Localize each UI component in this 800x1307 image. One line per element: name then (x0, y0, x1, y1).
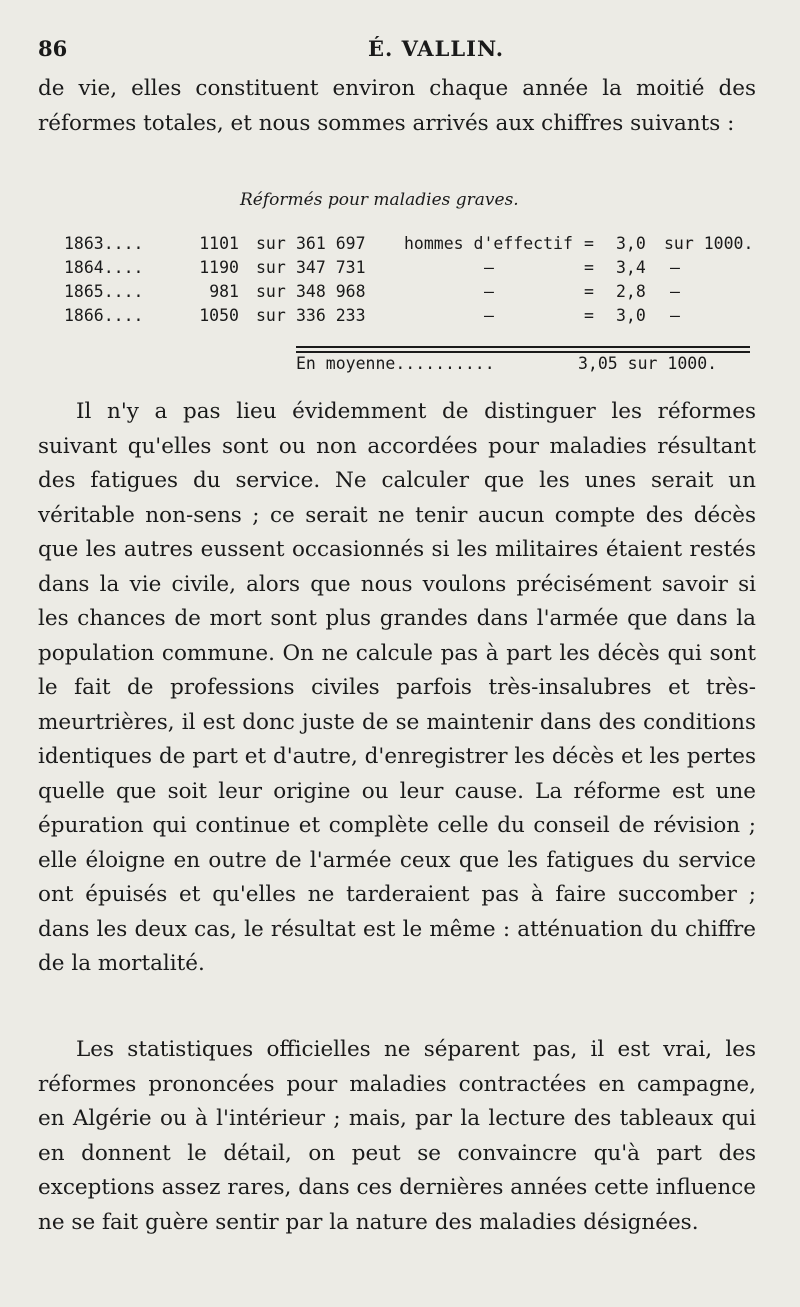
statistics-table (64, 234, 754, 330)
page-number: 86 (38, 36, 68, 61)
per-cell: — (670, 282, 680, 301)
paragraph-reformes: Il n'y a pas lieu évidemment de distinguer les réformes suivant qu'elles sont ou non accordées pour maladies résultant des fatigues du service. Ne calculer que les unes serait un véritable non-sens ; ce serait ne tenir aucun compte des décès que les autres eussent occasionnés si les militaires étaient restés dans la vie civile, alors que nous voulons précisément savoir si les chances de mort sont plus grandes dans l'armée que dans la population commune. On ne calcule pas à part les décès qui sont le fait de professions civiles parfois très-insalubres et très-meurtrières, il est donc juste de se maintenir dans des conditions identiques de part et d'autre, d'enregistrer les décès et les pertes quelle que soit leur origine ou leur cause. La réforme est une épuration qui continue et complète celle du conseil de révision ; elle éloigne en outre de l'armée ceux que les fatigues du service ont épuisés et qu'elles ne tarderaient pas à faire succomber ; dans les deux cas, le résultat est le même : atténuation du chiffre de la mortalité. (38, 399, 756, 976)
table-row (64, 258, 754, 282)
table-row (64, 306, 754, 330)
count-cell: 1190 (199, 258, 239, 277)
per-cell: sur 1000. (664, 234, 754, 253)
per-cell: — (670, 306, 680, 325)
running-head: É. VALLIN. (368, 36, 505, 61)
count-cell: 981 (209, 282, 239, 301)
effectif-cell: 361 697 (296, 234, 366, 253)
hommes-cell: — (484, 306, 494, 325)
rate-cell: 3,0 (616, 234, 646, 253)
equals-cell: = (584, 234, 594, 253)
count-cell: 1050 (199, 306, 239, 325)
table-rule (296, 346, 750, 348)
equals-cell: = (584, 282, 594, 301)
page-header (38, 36, 760, 66)
equals-cell: = (584, 306, 594, 325)
effectif-cell: 336 233 (296, 306, 366, 325)
year-cell: 1865.... (64, 282, 144, 301)
sur-cell: sur (256, 234, 286, 253)
table-row (64, 234, 754, 258)
hommes-cell: hommes d'effectif (404, 234, 573, 253)
equals-cell: = (584, 258, 594, 277)
table-row (64, 282, 754, 306)
table-rule (296, 351, 750, 353)
count-cell: 1101 (199, 234, 239, 253)
year-cell: 1866.... (64, 306, 144, 325)
rate-cell: 3,0 (616, 306, 646, 325)
rate-cell: 2,8 (616, 282, 646, 301)
sur-cell: sur (256, 258, 286, 277)
sur-cell: sur (256, 306, 286, 325)
hommes-cell: — (484, 282, 494, 301)
hommes-cell: — (484, 258, 494, 277)
average-label: En moyenne.......... (296, 354, 495, 373)
table-caption: Réformés pour maladies graves. (240, 190, 519, 210)
average-value: 3,05 sur 1000. (578, 354, 718, 373)
year-cell: 1864.... (64, 258, 144, 277)
per-cell: — (670, 258, 680, 277)
rate-cell: 3,4 (616, 258, 646, 277)
paragraph-statistiques: Les statistiques officielles ne séparent pas, il est vrai, les réformes prononcées pour maladies contractées en campagne, en Algérie ou à l'intérieur ; mais, par la lecture des tableaux qui en donnent le détail, on peut se convaincre qu'à part des exceptions assez rares, dans ces dernières années cette influence ne se fait guère sentir par la nature des maladies désignées. (38, 1037, 756, 1235)
effectif-cell: 348 968 (296, 282, 366, 301)
sur-cell: sur (256, 282, 286, 301)
paragraph-intro: de vie, elles constituent environ chaque année la moitié des réformes totales, et nous sommes arrivés aux chiffres suivants : (38, 76, 756, 136)
effectif-cell: 347 731 (296, 258, 366, 277)
year-cell: 1863.... (64, 234, 144, 253)
